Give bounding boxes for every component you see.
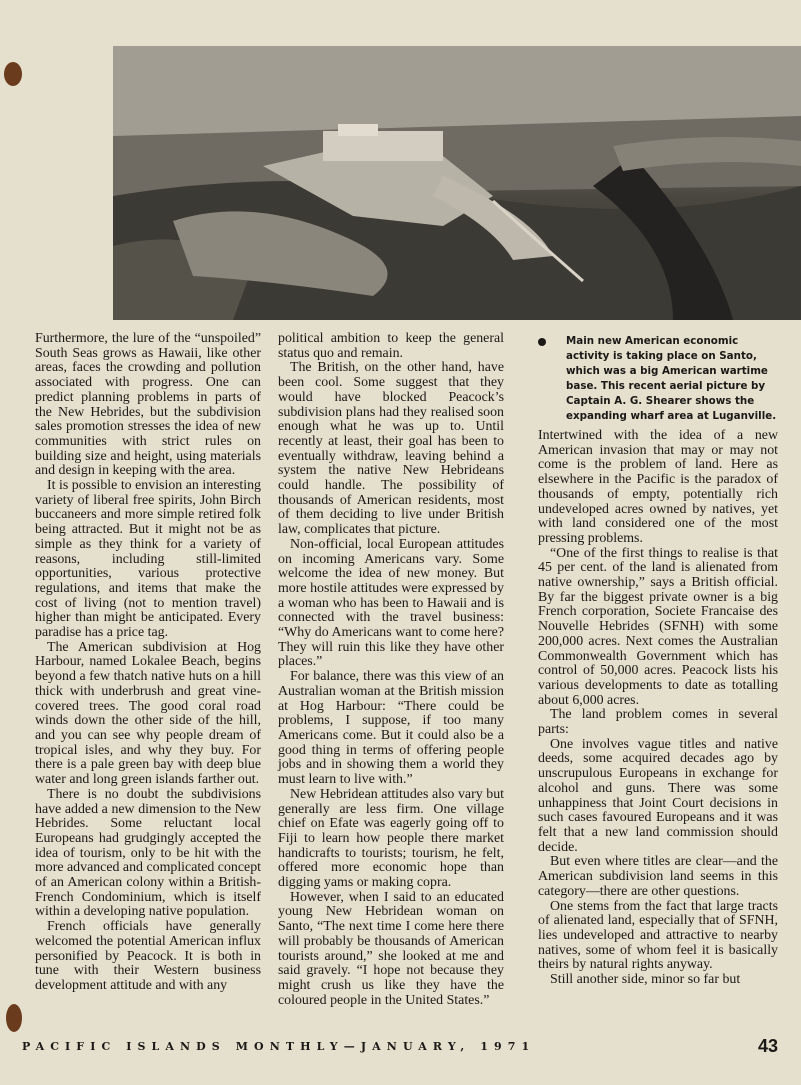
paragraph: It is possible to envision an interesting variety of liberal free spirits, John Birch buccaneers and more simple retired folk being attracted. But it might not be as simple as they think for a variety of reasons, including still-limited opportunities, various protective regulations, and items that make the cost of living (not to mention travel) higher than might be anticipated. Every paradise has a price tag. [35,478,261,641]
photo-caption-text: Main new American economic activity is taking place on Santo, which was a big American wartime base. This recent aerial picture by Captain A. G. Shearer shows the expanding wharf area at Luganville. [566,335,777,422]
paragraph: The land problem comes in several parts: [538,707,778,738]
aerial-photo-wharf-luganville [113,46,801,320]
paragraph: The British, on the other hand, have been cool. Some suggest that they would have blocked Peacock’s subdivision plans had they realised soon enough what he was up to. Until recently at least, their goal has been to eventually withdraw, leaving behind a system the native New Hebrideans could handle. The possibility of thousands of American residents, most of them deciding to live under British law, complicates that picture. [278,360,504,538]
page-number: 43 [758,1036,779,1056]
article-column-1 [35,332,261,994]
article-column-3 [538,429,778,988]
paragraph: French officials have generally welcomed the potential American influx personified by Peacock. It is both in tune with their Western business development attitude and with any [35,919,261,993]
paragraph: New Hebridean attitudes also vary but generally are less firm. One village chief on Efate was eagerly going off to Fiji to learn how people there market handicrafts to tourists; tourism, he felt, offered more economic hope than digging yams or making copra. [278,786,504,891]
paragraph: However, when I said to an educated young New Hebridean woman on Santo, “The next time I come here there will probably be thousands of American tourists around,” she looked at me and said gravely. “I hope not because they might crush us like they have the coloured people in the United States.” [278,889,504,1008]
paragraph: Furthermore, the lure of the “unspoiled” South Seas grows as Hawaii, like other areas, faces the crowding and pollution associated with progress. One can predict planning problems in parts of the New Hebrides, but the subdivision sales promotion stresses the idea of new communities with strict rules on building size and height, using materials and design in keeping with the area. [35,331,261,479]
paragraph: “One of the first things to realise is that 45 per cent. of the land is alienated from native ownership,” says a British official. By far the biggest private owner is a big French corporation, Societe Francaise des Nouvelle Hebrides (SFNH) with some 200,000 acres. Next comes the Australian Commonwealth Government which has control of 50,000 acres. Peacock lists his various developments to date as totalling about 6,000 acres. [538,545,778,708]
paragraph: But even where titles are clear—and the American subdivision land seems in this category—there are other questions. [538,854,778,899]
paragraph: One involves vague titles and native deeds, some acquired decades ago by unscrupulous Europeans in exchange for alcohol and guns. There was some unhappiness that Joint Court decisions in such cases favoured Europeans and it was felt that a new land commission should decide. [538,736,778,855]
paragraph: Intertwined with the idea of a new American invasion that may or may not come is the problem of land. Here as elsewhere in the Pacific is the paradox of thousands of empty, potentially rich undeveloped acres owned by natives, yet with land considered one of the most pressing problems. [538,428,778,546]
binding-mark-bottom [6,1004,22,1032]
photo-caption [538,334,778,423]
paragraph: political ambition to keep the general status quo and remain. [278,331,504,361]
binding-mark-top [4,62,22,86]
article-column-2 [278,332,504,1008]
running-footer-magazine: PACIFIC ISLANDS MONTHLY—JANUARY, 1971 [22,1040,536,1053]
paragraph: The American subdivision at Hog Harbour, named Lokalee Beach, begins beyond a few thatch native huts on a hill thick with underbrush and great vine-covered trees. The good coral road winds down the other side of the hill, and you can see why people dream of tropical isles, and why they buy. For there is a pale green bay with deep blue water and long green islands farther out. [35,639,261,788]
paragraph: Non-official, local European attitudes on incoming Americans vary. Some welcome the idea of new money. But more hostile attitudes were expressed by a woman who has been to Hawaii and is connected with the travel business: “Why do Americans want to come here? They will ruin this like they have other places.” [278,536,504,670]
paragraph: Still another side, minor so far but [550,972,741,988]
paragraph: One stems from the fact that large tracts of alienated land, especially that of SFNH, lies undeveloped and attractive to nearby natives, some of whom feel it is basically theirs by natural rights anyway. [538,898,778,973]
paragraph: For balance, there was this view of an Australian woman at the British mission at Hog Harbour: “There could be problems, I suppose, if too many Americans come. But it could also be a good thing in terms of offering people jobs and in showing them a world they must learn to live with.” [278,669,504,788]
paragraph: There is no doubt the subdivisions have added a new dimension to the New Hebrides. Some reluctant local Europeans had grudgingly accepted the idea of tourism, only to be hit with the more advanced and complicated concept of an American colony within a British-French Condominium, which is itself within a developing native population. [35,786,262,920]
caption-bullet-icon [538,338,546,346]
